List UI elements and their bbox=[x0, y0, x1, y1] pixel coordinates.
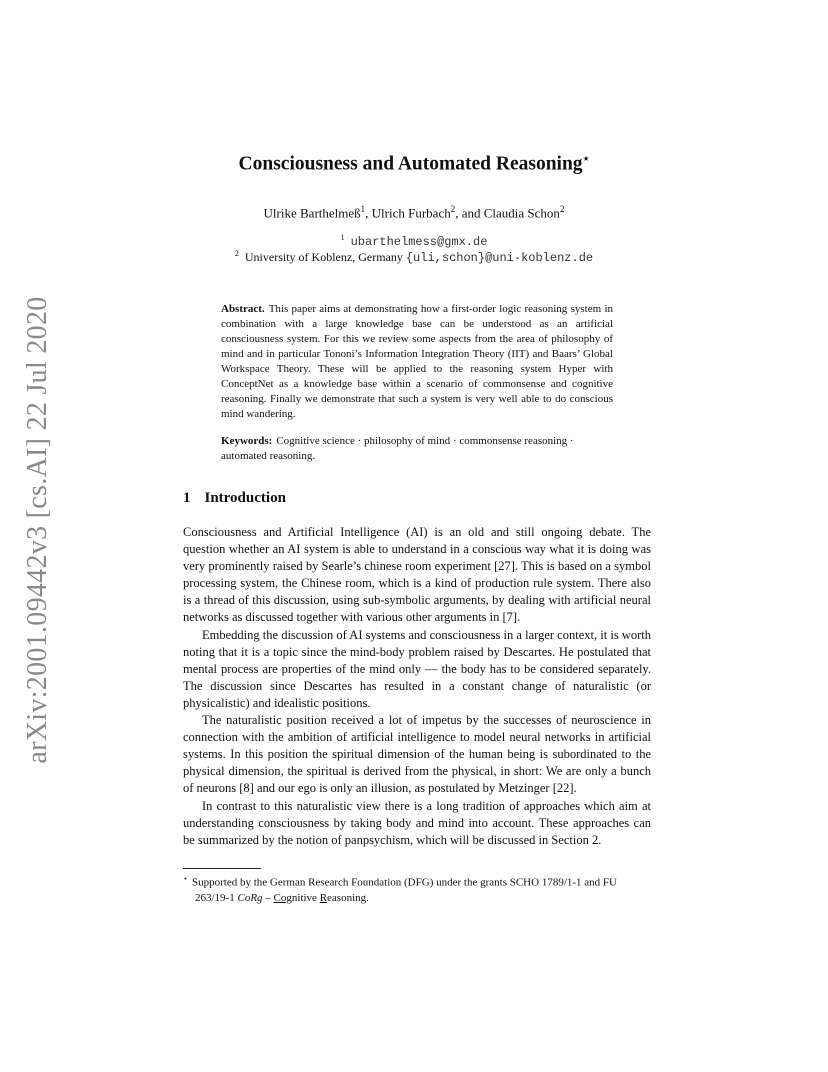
keywords-text: Cognitive science · philosophy of mind · commonsense reasoning · automated reasoning. bbox=[221, 435, 574, 462]
body-text bbox=[183, 524, 651, 849]
author-list: Ulrike Barthelmeß$^1$, Ulrich Furbach$^2$, and Claudia Schon$^2$ bbox=[263, 204, 565, 221]
paragraph: The naturalistic position received a lot of impetus by the successes of neuroscience in connection with the ambition of artificial intelligence to model neural networks in artificial systems. In this position the spiritual dimension of the human being is subordinated to the physical dimension, the spiritual is derived from the physical, in short: We are only a bunch of neurons [8] and our ego is only an illusion, as postulated by Metzinger [22]. bbox=[183, 713, 651, 796]
abstract-label: Abstract. bbox=[221, 303, 265, 315]
affiliation-2 bbox=[0, 249, 828, 265]
paragraph: In contrast to this naturalistic view there is a long tradition of approaches which aim at understanding consciousness by taking body and mind into account. These approaches can be summarized by the notion of panpsychism, which will be discussed in Section 2. bbox=[183, 798, 651, 847]
footnote-dash: – bbox=[262, 891, 274, 904]
affiliation-mark: 2 bbox=[234, 249, 239, 258]
author-affiliation-mark: 1 bbox=[360, 204, 366, 214]
author-affiliation-mark: 2 bbox=[559, 204, 565, 214]
author-name: Ulrich Furbach bbox=[371, 205, 451, 221]
project-name: CoRg bbox=[237, 891, 263, 904]
footnote-rule bbox=[183, 868, 261, 869]
author-affiliation-mark: 2 bbox=[450, 204, 456, 214]
footnote-mark: ⋆ bbox=[183, 874, 189, 883]
paragraph: Embedding the discussion of AI systems and consciousness in a larger context, it is worth noting that it is a topic since the mind-body problem raised by Descartes. He postulated that mental process are properties of the mind only — the body has to be considered separately. The discussion since Descartes has resulted in a constant change of naturalistic (or physicalistic) and idealistic positions. bbox=[183, 627, 651, 710]
footnote-word-rest: easoning bbox=[327, 891, 367, 904]
affiliation-text: University of Koblenz, Germany bbox=[244, 250, 406, 264]
footnote-end: . bbox=[366, 891, 369, 904]
affiliation-1 bbox=[0, 233, 828, 249]
section-heading bbox=[183, 490, 286, 507]
arxiv-stamp-text: arXiv:2001.09442v3 [cs.AI] 22 Jul 2020 bbox=[22, 296, 53, 764]
abstract bbox=[221, 302, 613, 422]
affiliation-email: {uli,schon}@uni-koblenz.de bbox=[405, 251, 594, 265]
paper-title-text: Consciousness and Automated Reasoning bbox=[238, 153, 583, 175]
affiliation-email: ubarthelmess@gmx.de bbox=[350, 235, 488, 249]
footnote-word-rest: nitive bbox=[291, 891, 320, 904]
footnote-text: Supported by the German Research Foundation (DFG) under the grants SCHO 1789/1-1 and FU 263/19-1 bbox=[192, 876, 617, 904]
keywords bbox=[221, 434, 613, 464]
acronym-letters: R bbox=[319, 891, 328, 904]
abstract-text: This paper aims at demonstrating how a first-order logic reasoning system in combination with a large knowledge base can be understood as an artificial consciousness system. For this we review some aspects from the area of philosophy of mind and in particular Tononi’s Information Integration Theory (IIT) and Baars’ Global Workspace Theory. These will be applied to the reasoning system Hyper with ConceptNet as a knowledge base within a scenario of commonsense and cognitive reasoning. Finally we demonstrate that such a system is very well able to do conscious mind wandering. bbox=[221, 303, 613, 420]
arxiv-stamp bbox=[18, 296, 58, 764]
author-name: and Claudia Schon bbox=[461, 205, 560, 221]
section-number: 1 bbox=[183, 490, 191, 506]
section-title: Introduction bbox=[204, 490, 286, 506]
acronym-letters: Cog bbox=[273, 891, 292, 904]
keywords-label: Keywords: bbox=[221, 435, 273, 447]
affiliation-mark: 1 bbox=[340, 233, 345, 242]
title-footnote-mark: ⋆ bbox=[582, 153, 590, 165]
paragraph: Consciousness and Artificial Intelligence (AI) is an old and still ongoing debate. The question whether an AI system is able to understand in a conscious way what it is doing was very prominently raised by Searle’s chinese room experiment [27]. This is based on a symbol processing system, the Chinese room, which is a kind of production rule system. There also is a thread of this discussion, using sub-symbolic arguments, by dealing with artificial neural networks as discussed together with various other arguments in [7]. bbox=[183, 525, 651, 625]
paper-title bbox=[0, 152, 828, 176]
author-name: Ulrike Barthelmeß bbox=[263, 205, 361, 221]
footnote bbox=[183, 871, 651, 906]
